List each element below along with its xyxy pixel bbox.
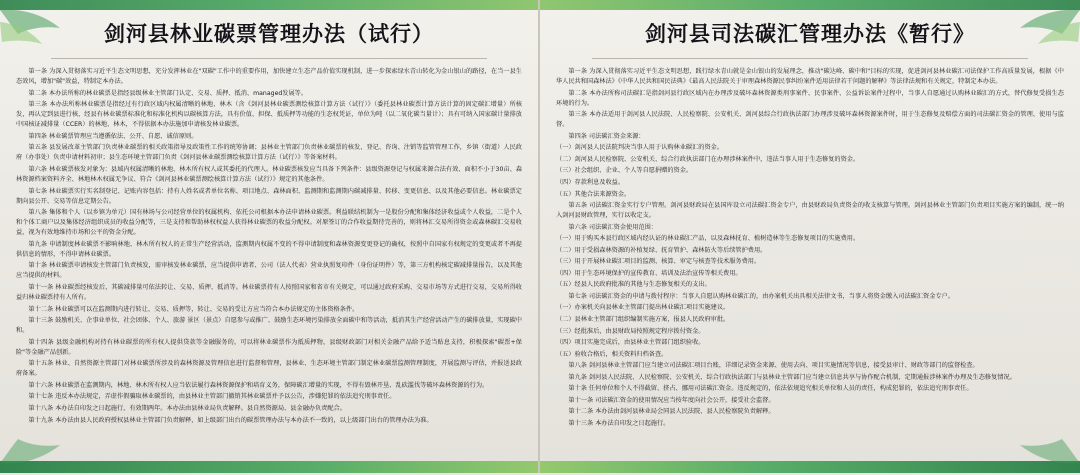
right-article-paragraph: （五）其他合法来源资金。 [556, 190, 631, 198]
right-article-paragraph: 第四条 司法碳汇资金来源： [568, 132, 645, 140]
right-article-paragraph: 第三条 本办法适用于剑河县人民法院、人民检察院、公安机关、剑河县综合行政执法部门办理涉及破坏森林资源案件时，用于生态修复及赔偿方面的司法碳汇资金的管理、使用与监督。 [556, 111, 1064, 129]
left-article-paragraph: 第九条 申请制度林业碳票不影响林地、林木所有权人的正常生产经营活动，监测期内权属不变的不得申请制度和森林资源变更登记的确权，按照中自国家有权规定的变更或者不再提供信息的情形，不得申请林业碳票。 [16, 240, 522, 258]
left-article-paragraph: 第三条 本办法所称林业碳票是指经过有行政区域内权属清晰的林地、林木（含《剑河县林业碳票测绘核算计算方法（试行）》（委托县林业碳票计算方法计算的固定碳汇增量）所核发，再认定到县进行核，经县有林业碳票标准化和标准化机构以碳核算方法，具有价值、担保、抵质押等功能的生态权凭证，单位为吨（以二氧化碳当量计）；具有可纳入国家碳计量排放中国核证减排量（CCER）的林地、林木，不得依据本办法施加申请核发林业碳票。 [16, 101, 522, 129]
left-article-paragraph: 第六条 林业碳票核发对象为：县域内权属清晰的林地、林木所有权人或其委托的代理人。林业碳票核发应当具备下列条件：县级资源登记与权属来源合法有效、面积不小于30亩、森林资源档案资料齐全、林地林木权属无争议、符合《剑河县林业碳票测绘核算计算方法（试行）》规定的其他条件。 [16, 165, 522, 183]
right-article-paragraph: 第十一条 司法碳汇资金的使用情况应当按年度向社会公开，接受社会监督。 [568, 396, 775, 404]
right-panel-title: 剑河县司法碳汇管理办法《暂行》 [645, 21, 975, 46]
left-article-paragraph: 第十九条 本办法由县人民政府授权县林业主管部门负责解释，如上级部门出台的碳票管理办法与本办法不一致的，以上级部门出台的管理办法为准。 [28, 416, 433, 424]
right-article-paragraph: 第八条 剑河县林业主管部门应当建立司法碳汇项目台账，详细记录资金来源、使用去向、项目实施情况等信息，接受县审计、财政等部门的监督检查。 [568, 362, 979, 370]
right-article-paragraph: 第二条 本办法所称司法碳汇是指剑河县行政区域内在办理涉及破坏森林资源类刑事案件、民事案件、公益诉讼案件过程中，当事人自愿通过认购林业碳汇的方式，替代修复受损生态环境的行为。 [556, 89, 1064, 107]
right-document-panel [540, 0, 1080, 473]
right-article-paragraph: 第一条 为深入贯彻落实习近平生态文明思想，践行绿水青山就是金山银山的发展理念，推动"碳达峰、碳中和"目标的实现，促进剑河县林业碳汇司法保护工作高质量发展，根据《中华人民共和国森林法》《中华人民共和国民法典》《最高人民法院关于审理森林资源民事纠纷案件适用法律若干问题的解释》等法律法规和有关规定，特制定本办法。 [556, 68, 1064, 86]
left-article-paragraph: 第八条 集体和个人（以乡镇为单元）国有林场与公司经营单位的权属机构、依托公司根据本办法申请林业碳票。利益联结机制为一是股份分配和集体经济收益或个人收益，二是个人和个体工商户以及集体经济组织成员的收益分配等，三是支持和帮助林权权益人获得林业碳票的收益分配权。对原签订的合作收益期待完善的，则将林汇交易所得资金或森林碳汇交易收益，视为有效地维持市场和公平的资金分配。 [16, 209, 522, 237]
right-article-paragraph: （三）经批准后，由县财政局按照规定程序拨付资金。 [556, 327, 705, 335]
left-title-divider [51, 58, 486, 59]
left-article-paragraph: 第四条 林业碳票管理应当遵循依法、公开、自愿、诚信原则。 [28, 132, 198, 140]
right-article-paragraph: （二）剑河县人民检察院、公安机关、综合行政执法部门在办理涉林案件中，违法当事人用于生态修复的资金。 [556, 155, 860, 163]
right-article-paragraph: （五）经县人民政府批准的其他与生态修复相关的支出。 [556, 281, 711, 289]
right-article-paragraph: （四）用于生态环境保护的宣传教育、培训及法治宣传等相关费用。 [556, 269, 742, 277]
right-title-divider [592, 58, 1029, 59]
right-article-paragraph: （五）验收合格后，相关资料归档备查。 [556, 350, 668, 358]
left-article-paragraph: 第十四条 县级金融机构对持有林业碳票的所有权人提供贷款等金融服务的，可以将林业碳票作为抵质押物，县级财政部门对相关金融产品给予适当贴息支持，积极探索"碳票+保险"等金融产品创新。 [16, 338, 522, 356]
left-document-panel [0, 0, 540, 473]
right-article-paragraph: （四）存款利息及收益。 [556, 178, 625, 186]
left-article-paragraph: 第十八条 本办法自印发之日起施行，有效期两年。本办法由县林业局负责解释。县自然资源局、县金融办负责配合。 [28, 404, 346, 412]
right-article-paragraph: （一）剑河县人民法院判决当事人用于认购林业碳汇的资金。 [556, 144, 724, 152]
left-article-paragraph: 第十二条 林业碳票可以在监测期内进行转让、交易、质押等，转让、交易的受让方应当符合本办法规定的主体资格条件。 [28, 305, 359, 313]
right-article-paragraph: 第十条 任何单位和个人不得截留、挤占、挪用司法碳汇资金。违反规定的，依法依规追究相关单位和人员的责任，构成犯罪的，依法追究刑事责任。 [568, 385, 973, 393]
right-article-paragraph: 第六条 司法碳汇资金使用范围： [568, 223, 657, 231]
left-article-paragraph: 第十一条 林业碳票经核发后，其碳减排量可依法转让、交易、质押、抵消等。林业碳票持有人按照国家和省市有关规定，可以通过政府采购、交易市场等方式进行交易，交易所得收益归林业碳票持有人所有。 [16, 283, 522, 301]
right-article-paragraph: （三）用于开展林业碳汇项目的监测、核算、审定与核查等技术服务费用。 [556, 258, 761, 266]
left-article-paragraph: 第十五条 林业、自然资源主管部门对林业碳票所涉及的森林资源及管理信息进行监督和管理，县林业、生态环境主管部门制定林业碳票监测管理制度，开展监测与评估，并报送县政府备案。 [16, 360, 522, 378]
left-article-paragraph: 第一条 为深入贯彻落实习近平生态文明思想，充分发挥林业在"双碳"工作中的重要作用，加快建立生态产品价值实现机制，进一步探索绿水青山转化为金山银山的路径，在当一县生态效风，增加"碳"效益，特制定本办法。 [16, 68, 522, 86]
left-article-paragraph: 第十三条 鼓励机关、企事业单位、社会团体、个人、旅游 景区（景点）自愿参与或推广、鼓励生态环境污染排放全面碳中和等活动，抵消其生产经营活动产生的碳排放量，实现碳中和。 [16, 317, 522, 335]
left-article-paragraph: 第二条 本办法所称的林业碳票是指经县级林业主管部门认定、交易、质押、抵消、managed发展等。 [28, 89, 308, 97]
right-panel-body [556, 67, 1064, 475]
left-article-paragraph: 第五条 县发展改革主管部门负责林业碳票的相关政策指导及政策性工作的统筹协调；县林业主管部门负责林业碳票的核发、登记、咨询、注销等监管管理工作，乡镇（街道）人民政府（办事处）负责申请材料初审；县生态环境主管部门负责《剑河县林业碳票测绘核算计算方法（试行）》等备案材料。 [16, 144, 522, 162]
right-article-paragraph: 第十二条 本办法由剑河县林业局会同县人民法院、县人民检察院负责解释。 [568, 408, 775, 416]
right-article-paragraph: （一）办案机关向县林业主管部门提出林业碳汇项目实施建议。 [556, 304, 730, 312]
left-article-paragraph: 第十七条 违反本办法规定，弄虚作假骗取林业碳票的，由县林业主管部门撤销其林业碳票并予以公告，涉嫌犯罪的依法追究刑事责任。 [28, 393, 396, 401]
right-article-paragraph: （一）用于购买本县行政区域内经认证的林业碳汇产品，以及森林抚育、植树造林等生态修复项目的实施费用。 [556, 235, 860, 243]
left-panel-title: 剑河县林业碳票管理办法（试行） [104, 21, 434, 46]
left-article-paragraph: 第七条 林业碳票实行实名制登记、记账内容包括：持有人姓名或者单位名称、项目地点、森林面积、监测期和监测期内碳减排量、转移、变更信息、以及其他必要信息。林业碳票定期向县公开、交易等信息定期公告。 [16, 187, 522, 205]
left-article-paragraph: 第十六条 林业碳票在监测期内，林地、林木所有权人应当依法履行森林资源保护和培育义务，保障碳汇增量的实现，不得有毁林开垦、乱砍滥伐等破坏森林资源的行为。 [28, 381, 489, 389]
left-panel-body [16, 67, 522, 475]
right-article-paragraph: 第五条 司法碳汇资金实行专户管理。剑河县财政局在县国库设立司法碳汇资金专户，由县财政局负责资金的收支核算与管理。剑河县林业主管部门负责项目实施方案的编制，统一纳入剑河县财政管理，实行以收定支。 [556, 202, 1064, 220]
right-article-paragraph: 第十三条 本办法自印发之日起施行。 [568, 419, 670, 427]
right-article-paragraph: （二）用于受损森林资源的补植复绿、抚育管护、森林防火等后续管护费用。 [556, 246, 767, 254]
right-article-paragraph: （四）项目实施完成后，由县林业主管部门组织验收。 [556, 339, 705, 347]
right-article-paragraph: 第九条 剑河县人民法院、人民检察院、公安机关、综合行政执法部门与县林业主管部门应当建立信息共享与协作配合机制，定期通报涉林案件办理及生态修复情况。 [568, 373, 1016, 381]
left-article-paragraph: 第十条 林业碳票申请核发主管部门负责核发，需审核发林业碳票，应当提供申请者、公司（法人代表）营业执照复印件（身份证明件）等，第三方机构核定碳减排量报告，以及其他应当提供的材料。 [16, 262, 522, 280]
right-article-paragraph: （三）社会组织、企业、个人等自愿捐赠的资金。 [556, 167, 693, 175]
right-article-paragraph: （二）县林业主管部门组织编制实施方案，报县人民政府审批。 [556, 316, 730, 324]
right-article-paragraph: 第七条 司法碳汇资金的申请与拨付程序：当事人自愿认购林业碳汇的，由办案机关出具相关法律文书，当事人将资金缴入司法碳汇资金专户。 [568, 292, 954, 300]
